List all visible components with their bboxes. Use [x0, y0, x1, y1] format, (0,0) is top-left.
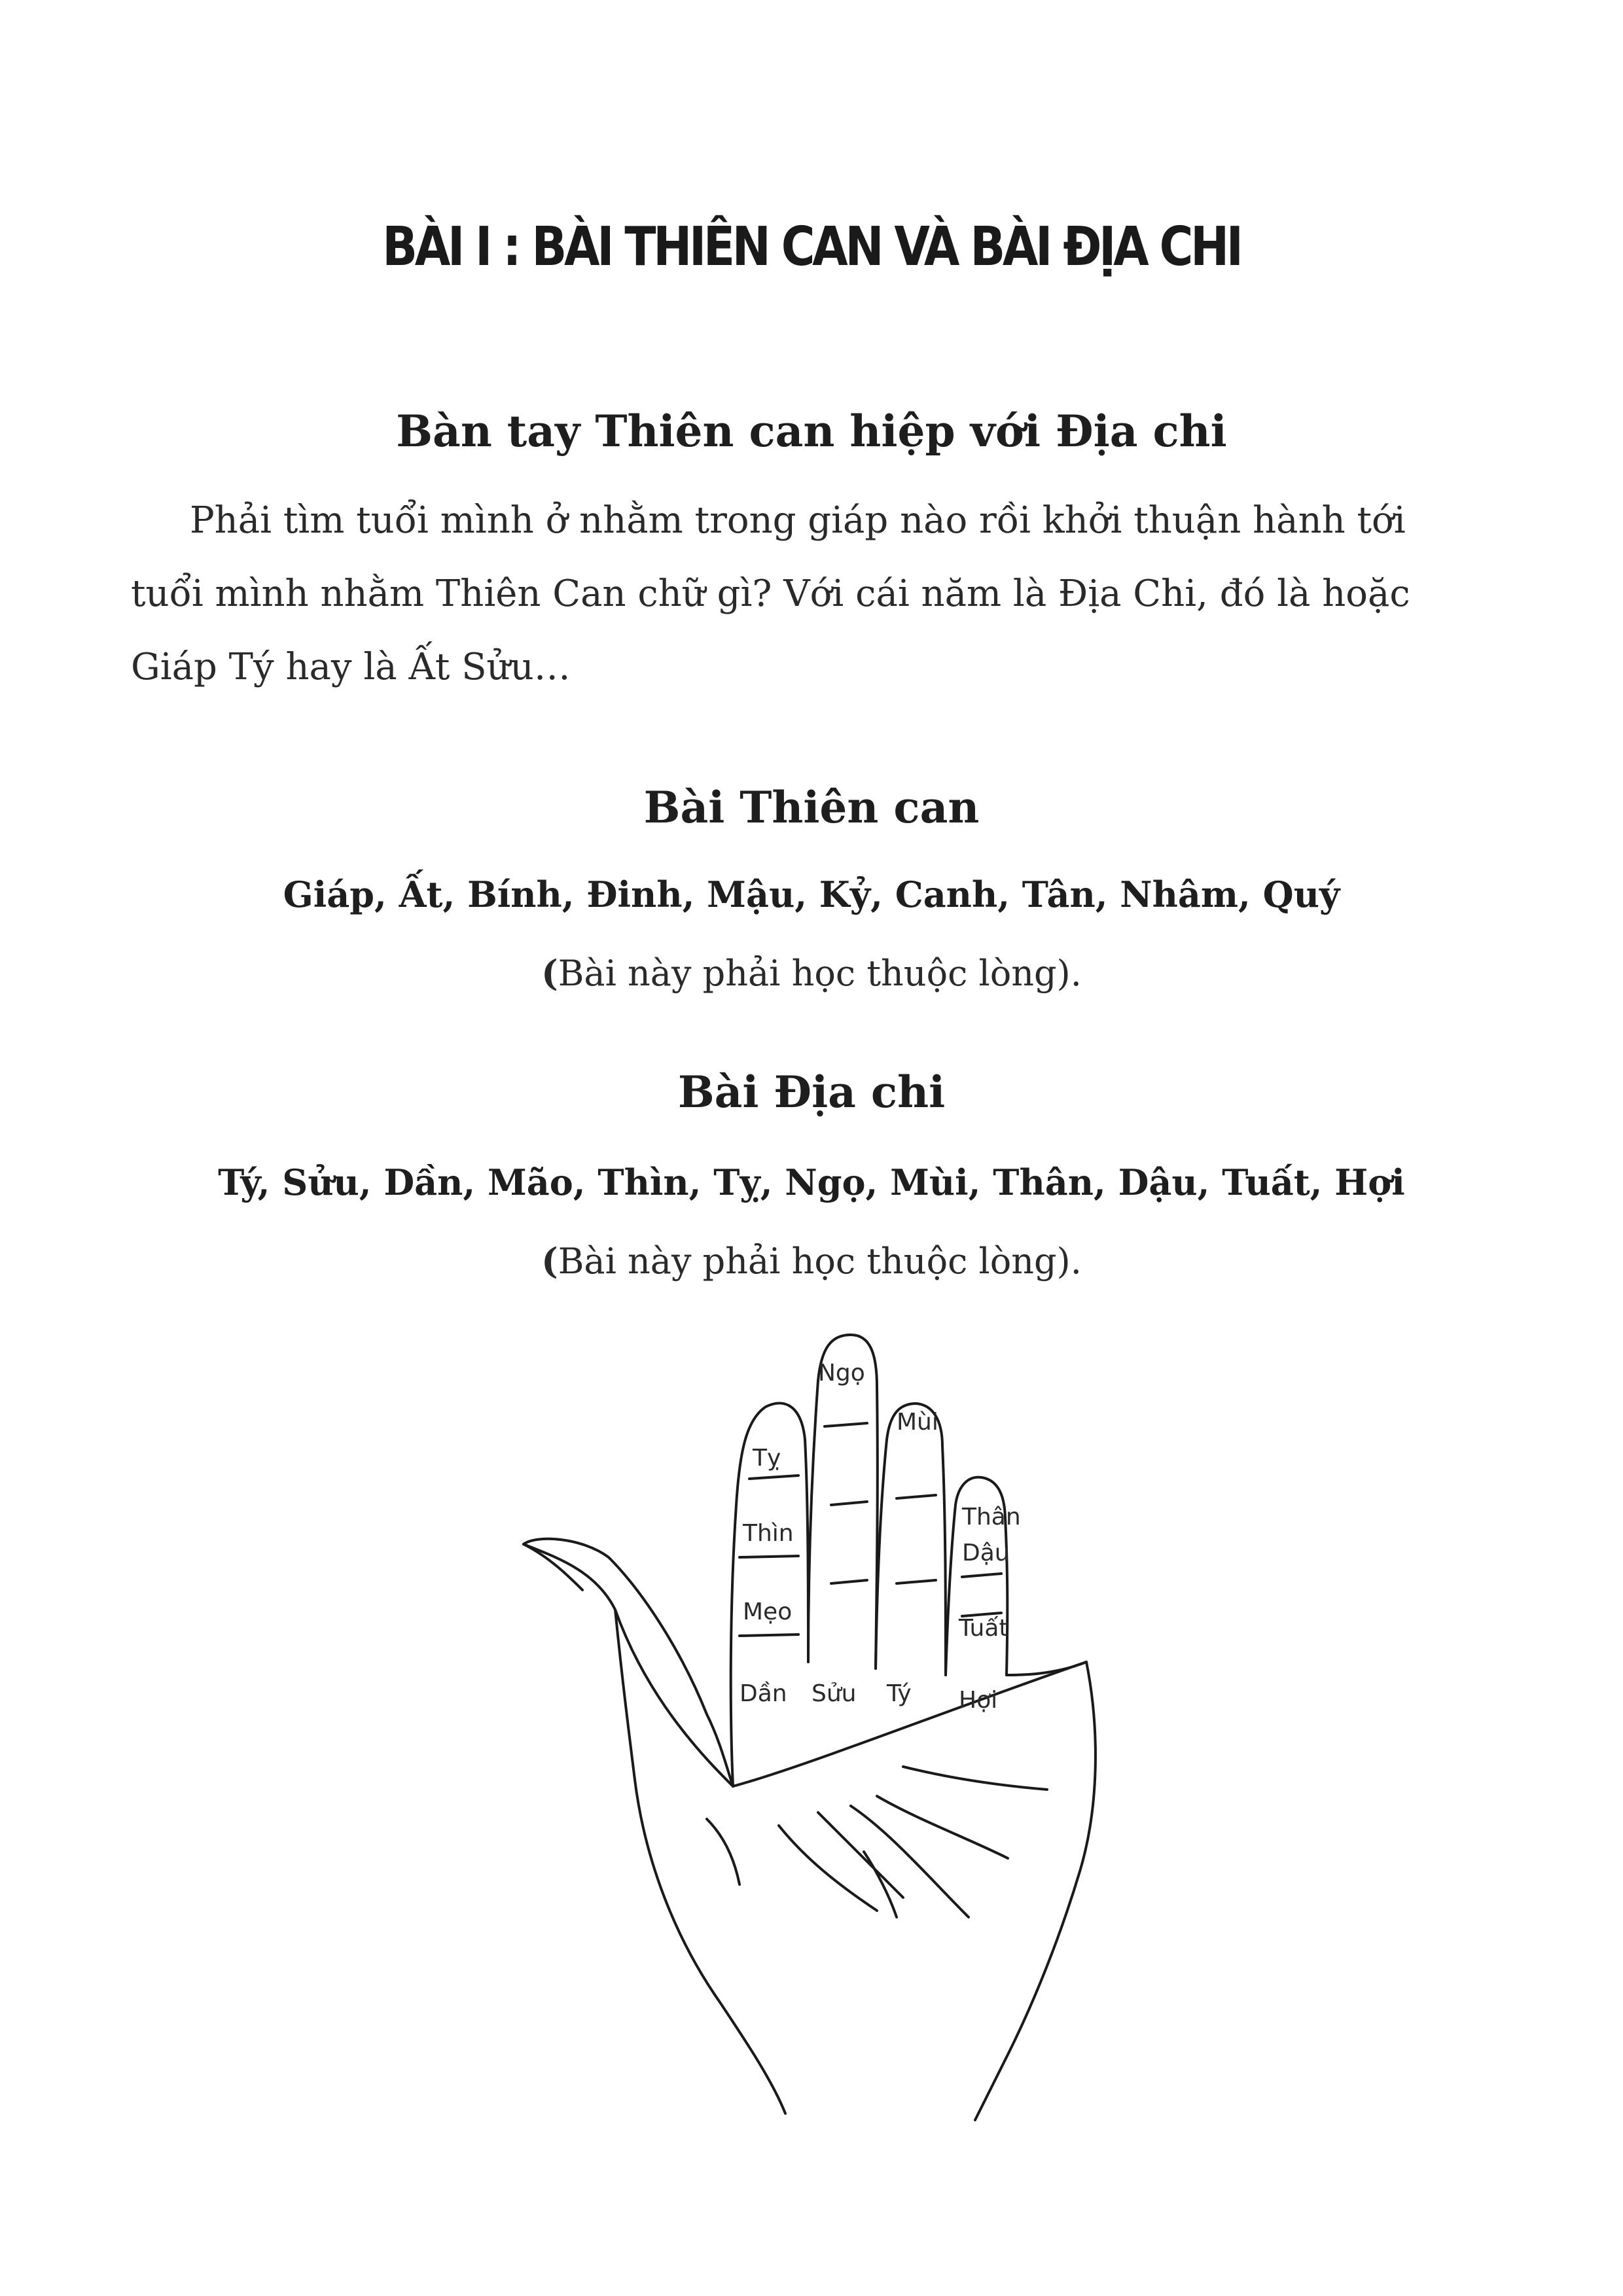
paragraph-line: tuổi mình nhằm Thiên Can chữ gì? Với cái năm là Địa Chi, đó là hoặc: [131, 573, 1410, 615]
note-text: Bài này phải học thuộc lòng).: [558, 953, 1082, 994]
thien-can-list: Giáp, Ất, Bính, Đinh, Mậu, Kỷ, Canh, Tân, Nhâm, Quý: [283, 874, 1340, 915]
intro-paragraph: [131, 484, 1459, 704]
note-text: Bài này phải học thuộc lòng).: [558, 1241, 1082, 1282]
label-tuat: Tuất: [959, 1615, 1008, 1642]
label-suu: Sửu: [812, 1680, 857, 1707]
note-paren: (: [541, 1240, 558, 1282]
label-than: Thân: [962, 1504, 1021, 1530]
label-meo: Mẹo: [743, 1598, 793, 1625]
label-hoi: Hợi: [959, 1687, 998, 1714]
thien-can-note: [0, 952, 1623, 994]
label-ty-rat: Tý: [887, 1680, 912, 1707]
label-mui: Mùi: [897, 1409, 938, 1436]
label-ngo: Ngọ: [818, 1360, 865, 1386]
dia-chi-note: [0, 1240, 1623, 1282]
label-ty-snake: Tỵ: [753, 1445, 781, 1472]
section-heading-dia-chi: Bài Địa chi: [677, 1067, 946, 1118]
label-thin: Thìn: [743, 1520, 794, 1547]
note-paren: (: [541, 952, 558, 994]
section-heading-hand: Bàn tay Thiên can hiệp với Địa chi: [396, 406, 1227, 457]
dia-chi-list: Tý, Sửu, Dần, Mão, Thìn, Tỵ, Ngọ, Mùi, Thân, Dậu, Tuất, Hợi: [218, 1161, 1405, 1203]
label-dan: Dần: [740, 1680, 787, 1707]
chapter-title: BÀI I : BÀI THIÊN CAN VÀ BÀI ĐỊA CHI: [382, 216, 1241, 278]
section-heading-thien-can: Bài Thiên can: [643, 782, 980, 833]
hand-diagram: [510, 1309, 1099, 2133]
hand-outline: [524, 1335, 1096, 2120]
label-dau: Dậu: [962, 1540, 1010, 1566]
paragraph-line: Phải tìm tuổi mình ở nhằm trong giáp nào rồi khởi thuận hành tới: [190, 499, 1406, 542]
paragraph-line: Giáp Tý hay là Ất Sửu…: [131, 646, 571, 688]
